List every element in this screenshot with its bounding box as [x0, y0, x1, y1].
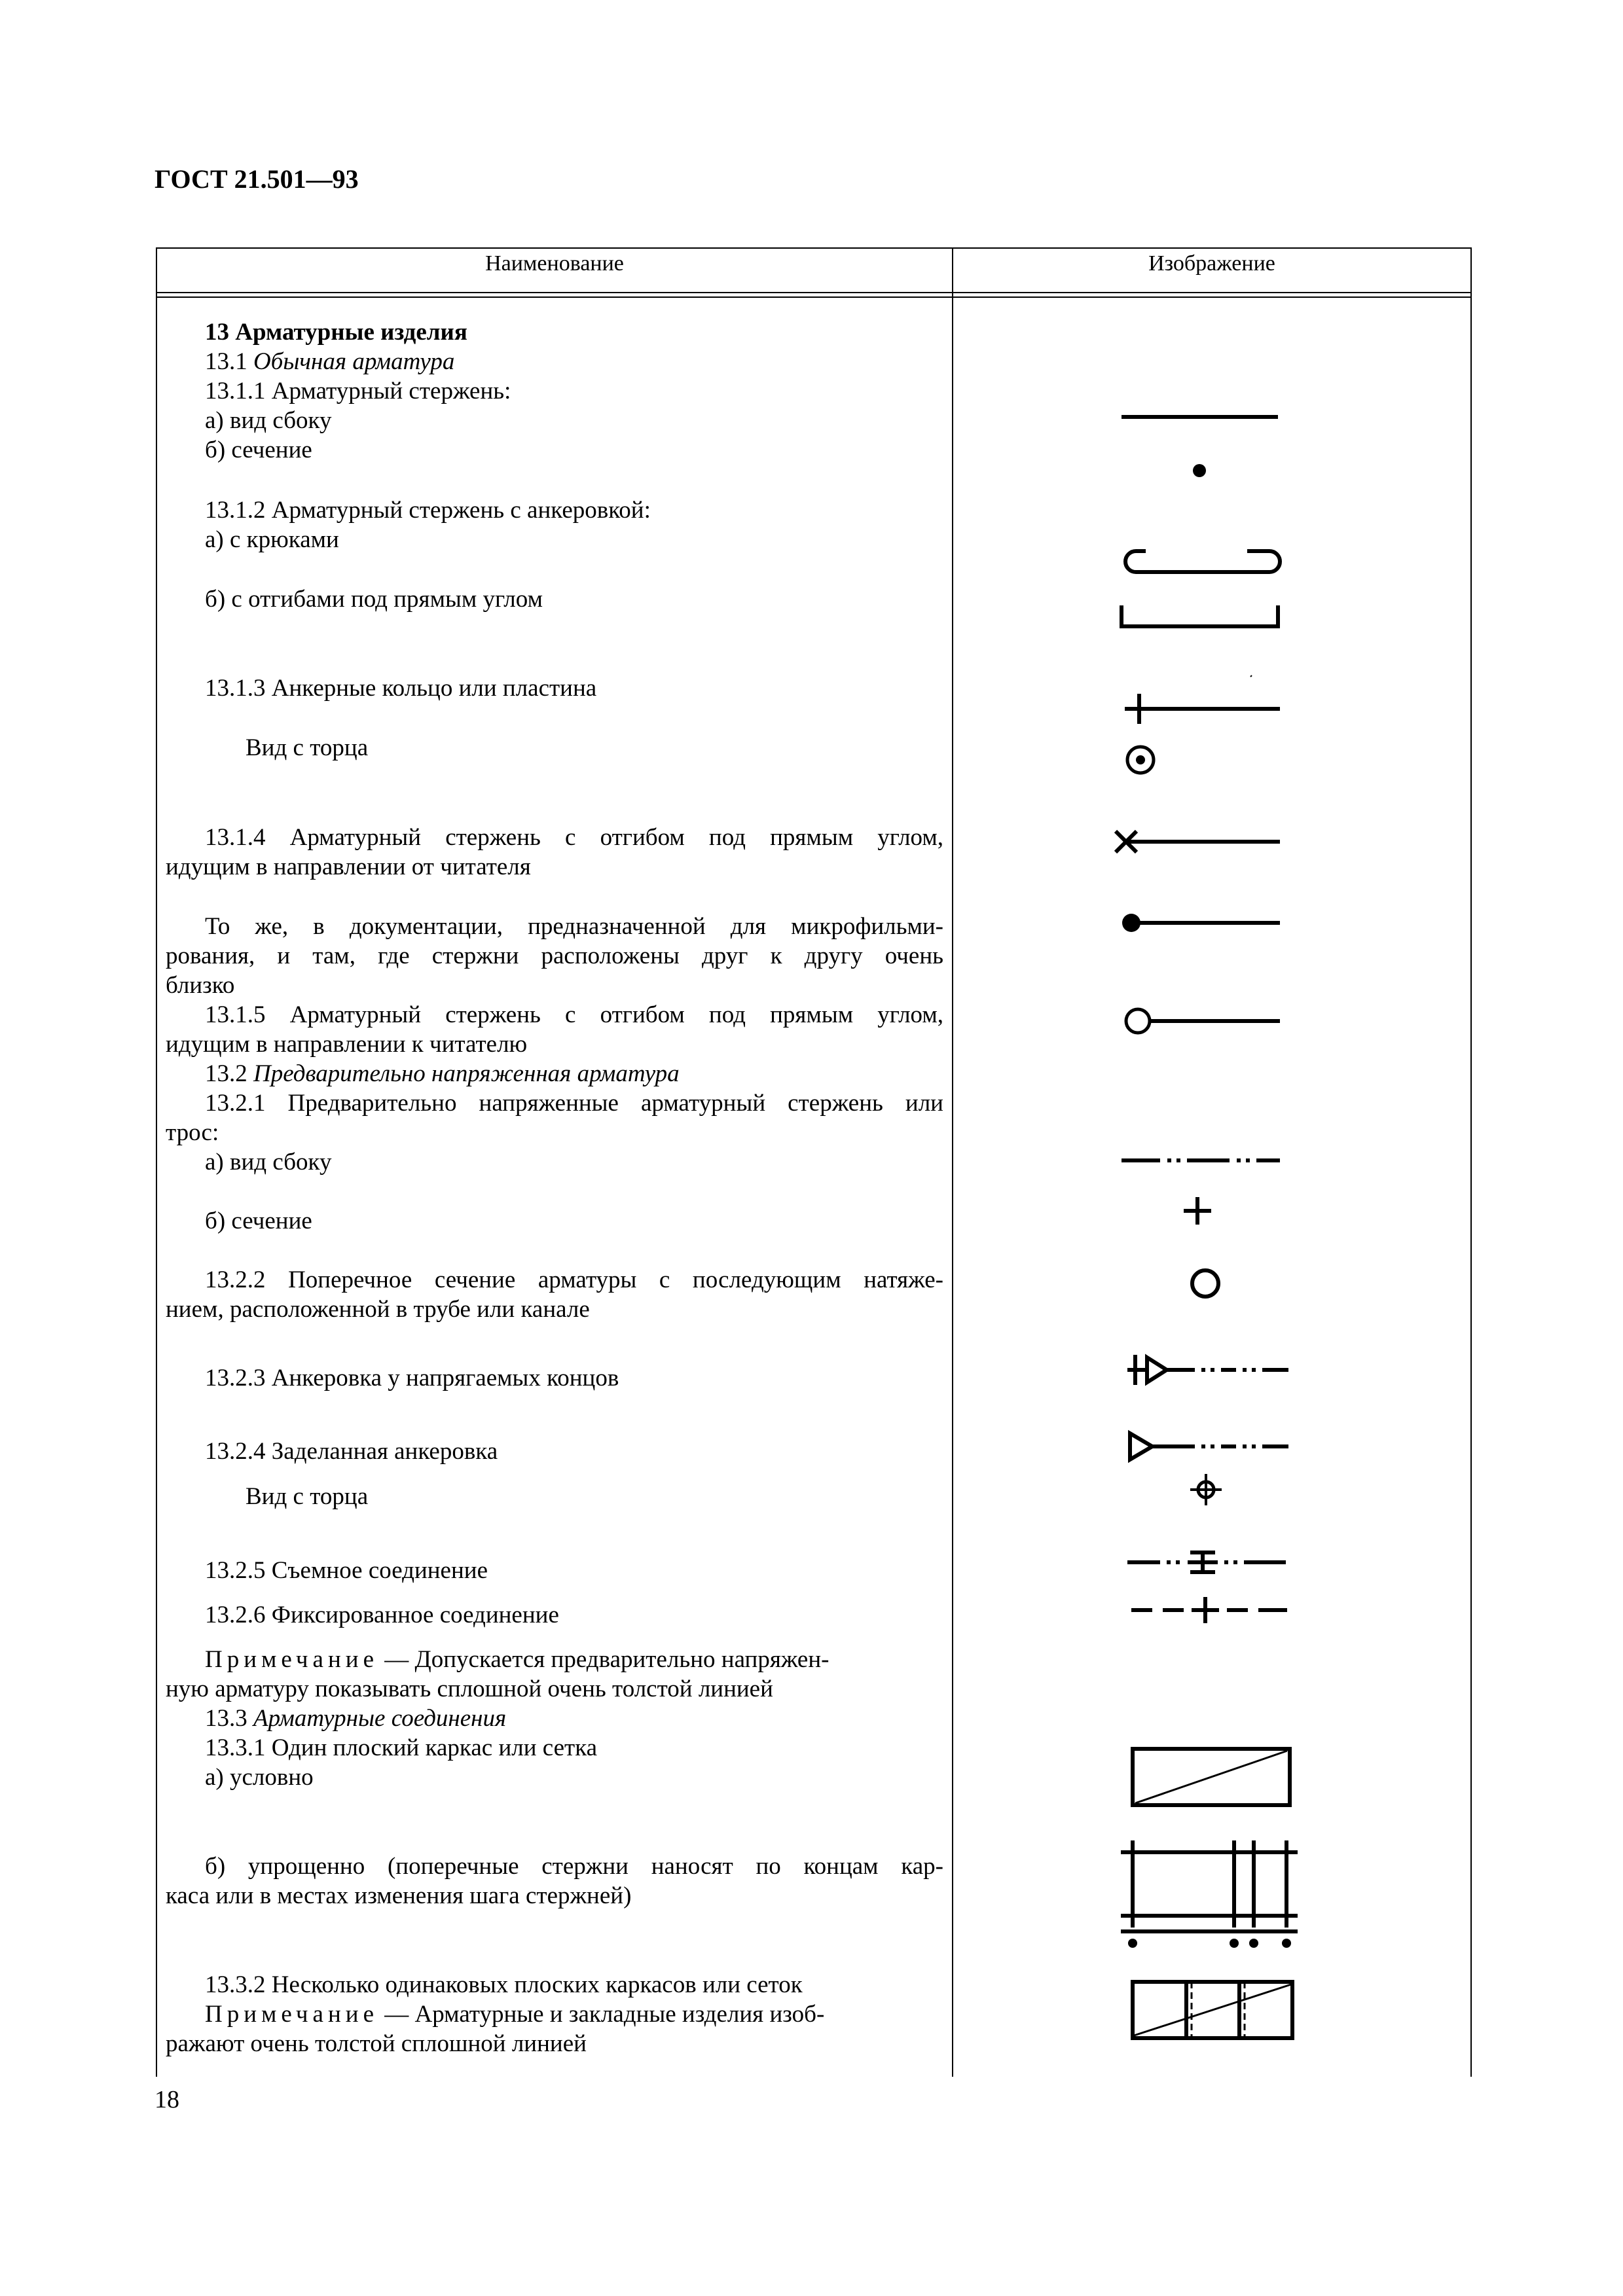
item-13-1-3: 13.1.3 Анкерные кольцо или пластина: [205, 675, 597, 702]
item-13-2-6: 13.2.6 Фиксированное соединение: [205, 1602, 559, 1628]
column-header-name: Наименование: [485, 251, 624, 276]
embedded-anchorage-symbol: [1130, 1433, 1288, 1460]
note-1-line2: ную арматуру показывать сплошной очень толстой линией: [166, 1676, 773, 1702]
section-13-3-title: Арматурные соединения: [253, 1705, 507, 1732]
column-header-image: Изображение: [1148, 251, 1275, 276]
item-13-2-1-line2: трос:: [166, 1119, 219, 1146]
section-13-title: 13 Арматурные изделия: [205, 319, 467, 346]
item-13-1-1-a: а) вид сбоку: [205, 407, 332, 434]
item-13-3-1: 13.3.1 Один плоский каркас или сетка: [205, 1734, 598, 1761]
same-microfilm-line1: То же, в документации, предназначенной для микрофильми-: [205, 913, 943, 940]
same-microfilm-line3: близко: [166, 972, 235, 999]
section-13-2-number: 13.2: [205, 1060, 247, 1087]
item-13-2-2-line1: 13.2.2 Поперечное сечение арматуры с последующим натяже-: [205, 1266, 943, 1293]
item-13-1-3-end-view: Вид с торца: [246, 734, 369, 761]
document-code: ГОСТ 21.501—93: [155, 164, 359, 194]
embedded-anchorage-end-view-symbol: [1190, 1474, 1222, 1505]
item-13-2-1-line1: 13.2.1 Предварительно напряженные арматурный стержень или: [205, 1090, 943, 1117]
multiple-flat-cages-symbol: [1133, 1982, 1292, 2038]
section-13-3-number: 13.3: [205, 1705, 247, 1732]
bend-toward-reader-symbol: [1126, 1009, 1280, 1033]
item-13-1-4-line1: 13.1.4 Арматурный стержень с отгибом под прямым углом,: [205, 824, 943, 851]
item-13-1-5-line2: идущим в направлении к читателю: [166, 1031, 528, 1058]
item-13-2-3: 13.2.3 Анкеровка у напрягаемых концов: [205, 1365, 619, 1391]
anchor-ring-plate-symbol: [1125, 694, 1280, 724]
section-13-2-title: Предварительно напряженная арматура: [253, 1060, 680, 1087]
note-1-text: — Допускается предварительно напряжен-: [378, 1646, 830, 1673]
item-13-3-1-b-line2: каса или в местах изменения шага стержней): [166, 1882, 632, 1909]
item-13-2-2-line2: нием, расположенной в трубе или канале: [166, 1296, 590, 1323]
item-13-2-1-a: а) вид сбоку: [205, 1149, 332, 1175]
rebar-right-angle-bends-symbol: [1122, 605, 1278, 626]
note-2-line2: ражают очень толстой сплошной линией: [166, 2030, 587, 2057]
item-13-1-5-line1: 13.1.5 Арматурный стержень с отгибом под прямым углом,: [205, 1001, 943, 1028]
item-13-2-1-b: б) сечение: [205, 1208, 312, 1234]
page-number: 18: [155, 2086, 179, 2113]
post-tensioned-duct-section-symbol: [1192, 1270, 1218, 1297]
note-1-label: Примечание: [205, 1646, 378, 1673]
rebar-hooks-symbol: [1125, 551, 1280, 572]
anchor-end-view-symbol: [1127, 747, 1154, 773]
note-2-text: — Арматурные и закладные изделия изоб-: [378, 2001, 825, 2028]
item-13-1-4-line2: идущим в направлении от читателя: [166, 853, 531, 880]
prestressed-section-symbol: [1184, 1197, 1211, 1225]
item-13-1-2-a: а) с крюками: [205, 526, 339, 553]
flat-cage-simplified-symbol: [1121, 1840, 1298, 1948]
fixed-joint-symbol: [1131, 1597, 1287, 1623]
anchorage-tensioned-ends-symbol: [1127, 1355, 1288, 1385]
bend-away-from-reader-symbol: [1116, 831, 1280, 852]
rebar-section-symbol: [1193, 464, 1206, 477]
section-13-1-title: Обычная арматура: [253, 348, 455, 375]
item-13-3-1-a: а) условно: [205, 1764, 314, 1791]
note-2-label: Примечание: [205, 2001, 378, 2028]
item-13-2-5: 13.2.5 Съемное соединение: [205, 1557, 488, 1584]
item-13-2-4: 13.2.4 Заделанная анкеровка: [205, 1438, 498, 1465]
item-13-1-1: 13.1.1 Арматурный стержень:: [205, 378, 511, 404]
bend-away-microfilm-symbol: [1122, 914, 1280, 932]
item-13-1-2: 13.1.2 Арматурный стержень с анкеровкой:: [205, 497, 651, 524]
removable-joint-symbol: [1127, 1552, 1286, 1572]
item-13-2-4-end-view: Вид с торца: [246, 1483, 369, 1510]
item-13-3-2: 13.3.2 Несколько одинаковых плоских каркасов или сеток: [205, 1971, 803, 1998]
same-microfilm-line2: рования, и там, где стержни расположены друг к другу очень: [166, 942, 943, 969]
item-13-1-1-b: б) сечение: [205, 437, 312, 463]
item-13-3-1-b-line1: б) упрощенно (поперечные стержни наносят по концам кар-: [205, 1853, 943, 1880]
section-13-1-number: 13.1: [205, 348, 247, 375]
item-13-1-2-b: б) с отгибами под прямым углом: [205, 586, 543, 613]
flat-cage-conventional-symbol: [1133, 1749, 1290, 1805]
